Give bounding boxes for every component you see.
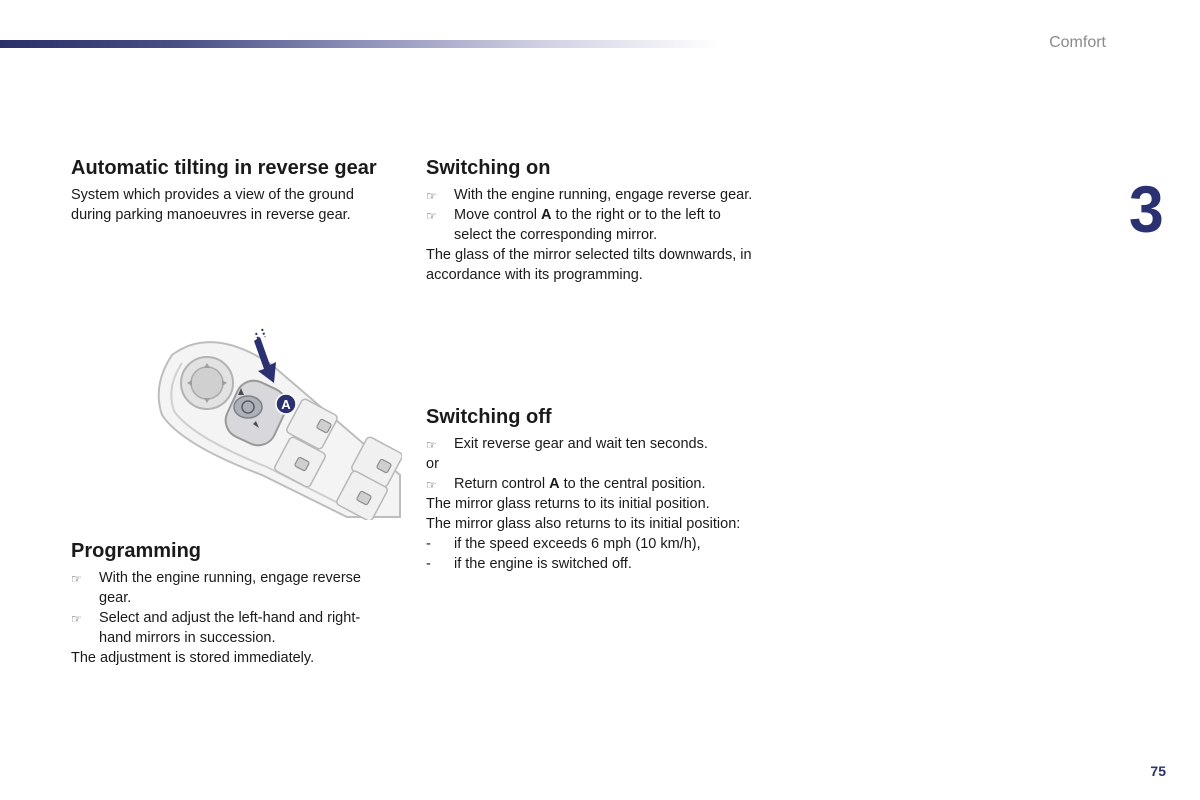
switching-off-condition-2: - if the engine is switched off. — [426, 556, 632, 572]
switching-off-step-1 — [426, 434, 756, 454]
programming-heading: Programming — [71, 540, 202, 562]
control-a-ref: A — [549, 476, 560, 492]
programming-step-1-text: With the engine running, engage reverse gear. — [99, 570, 361, 606]
switching-off-condition-1: - if the speed exceeds 6 mph (10 km/h), — [426, 536, 701, 552]
pointing-hand-icon: ☞ — [426, 438, 437, 452]
switching-on-step-1-text: With the engine running, engage reverse gear. — [454, 187, 753, 203]
control-a-ref: A — [541, 207, 552, 223]
switching-on-description: The glass of the mirror selected tilts downwards, in accordance with its programming. — [426, 247, 752, 283]
programming-section — [71, 539, 391, 668]
switching-off-step-1-text: Exit reverse gear and wait ten seconds. — [454, 436, 708, 452]
switching-off-condition-1-text: if the speed exceeds 6 mph (10 km/h), — [454, 536, 701, 552]
switching-off-or: or — [426, 456, 439, 472]
auto-tilt-heading: Automatic tilting in reverse gear — [71, 157, 377, 179]
switching-off-section — [426, 405, 756, 574]
auto-tilt-description: System which provides a view of the ground during parking manoeuvres in reverse gear. — [71, 187, 354, 223]
switching-on-step-2-prefix: Move control — [454, 207, 542, 223]
switching-on-step-2-suffix: to the right or to the left to select the corresponding mirror. — [454, 207, 721, 243]
programming-step-2 — [71, 608, 391, 648]
callout-a-label: A — [281, 397, 291, 412]
switching-off-heading: Switching off — [426, 406, 552, 428]
switching-on-step-2 — [426, 205, 756, 245]
switching-off-step-2-prefix: Return control — [454, 476, 550, 492]
pointing-hand-icon: ☞ — [426, 478, 437, 492]
switching-off-body-1: The mirror glass returns to its initial position. — [426, 496, 710, 512]
switching-on-heading: Switching on — [426, 157, 551, 179]
pointing-hand-icon: ☞ — [426, 209, 437, 223]
switching-on-step-1 — [426, 185, 756, 205]
auto-tilt-section — [71, 156, 391, 225]
header-gradient-bar — [0, 40, 720, 48]
programming-step-1 — [71, 568, 391, 608]
pointing-hand-icon: ☞ — [71, 572, 82, 586]
pointing-hand-icon: ☞ — [426, 189, 437, 203]
pointing-hand-icon: ☞ — [71, 612, 82, 626]
switching-on-section — [426, 156, 756, 285]
section-title: Comfort — [1049, 34, 1106, 51]
chapter-number: 3 — [1128, 172, 1164, 246]
switching-off-body-2: The mirror glass also returns to its initial position: — [426, 516, 741, 532]
switching-off-step-2-suffix: to the central position. — [559, 476, 706, 492]
page-number: 75 — [1150, 763, 1166, 779]
switching-off-condition-2-text: if the engine is switched off. — [454, 556, 632, 572]
programming-footer: The adjustment is stored immediately. — [71, 650, 315, 666]
programming-step-2-text: Select and adjust the left-hand and right-hand mirrors in succession. — [99, 610, 361, 646]
door-panel-drawing — [152, 325, 402, 520]
switching-off-step-2 — [426, 474, 756, 494]
mirror-control-illustration — [152, 325, 402, 520]
